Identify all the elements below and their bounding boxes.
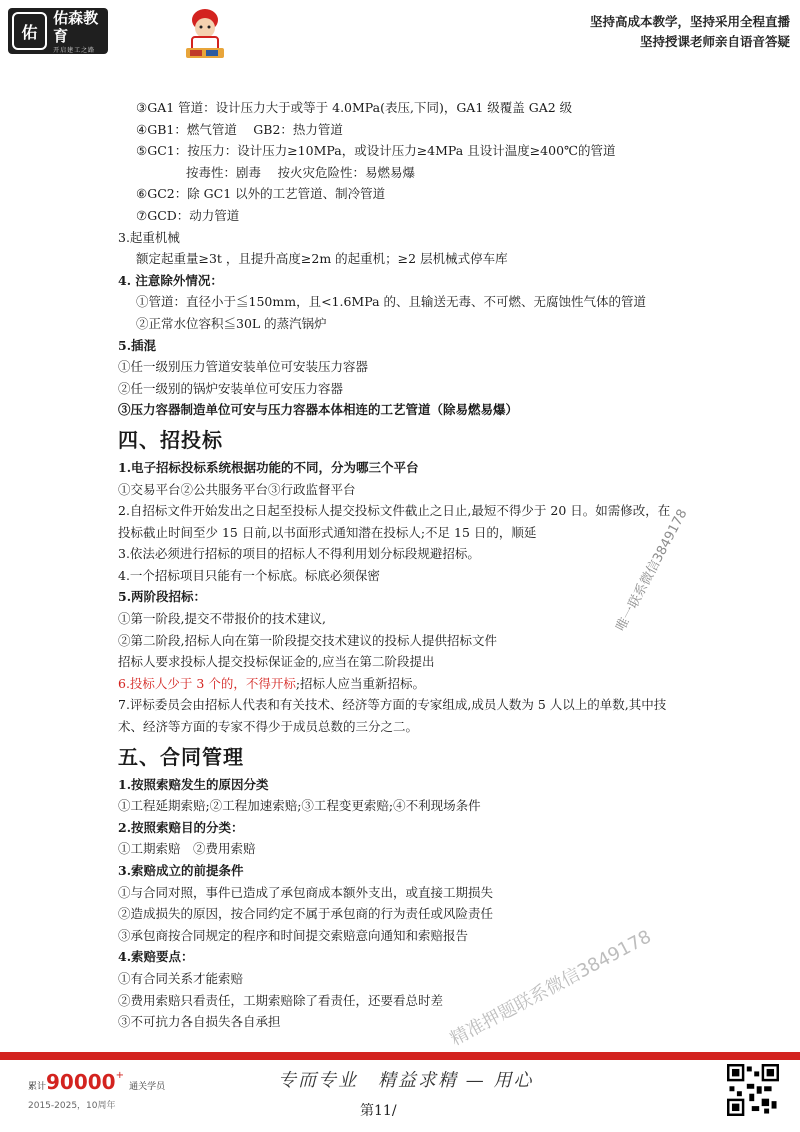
stats-years: 2015-2025，10周年 xyxy=(28,1101,116,1111)
watermark-contact: 唯一联系微信3849178 xyxy=(613,506,691,634)
text-line: 额定起重量≥3t ，且提升高度≥2m 的起重机；≥2 层机械式停车库 xyxy=(136,251,508,267)
subheading: 5.插混 xyxy=(118,337,157,353)
subheading: 1.按照索赔发生的原因分类 xyxy=(118,776,269,792)
document-body xyxy=(118,97,678,1033)
text-line: ①有合同关系才能索赔 xyxy=(118,970,244,986)
subheading: 2.按照索赔目的分类： xyxy=(118,819,244,835)
text-line: ①工程延期索赔;②工程加速索赔;③工程变更索赔;④不利现场条件 xyxy=(118,798,481,814)
text-line: ⑦GCD：动力管道 xyxy=(136,207,240,223)
highlight-text: 6.投标人少于 3 个的，不得开标 xyxy=(118,675,296,691)
logo-mark: 佑 xyxy=(12,12,47,50)
stats-plus: + xyxy=(115,1070,124,1081)
text-line: ③GA1 管道：设计压力大于或等于 4.0MPa(表压,下同)，GA1 级覆盖 GA2 级 xyxy=(136,100,573,115)
page-header xyxy=(0,0,800,66)
text-line xyxy=(118,673,678,695)
text-paragraph: 2.自招标文件开始发出之日起至投标人提交投标文件截止之日止,最短不得少于 20 日。如需修改，在投标截止时间至少 15 日前,以书面形式通知潜在投标人;不足 15 日的，顺延 xyxy=(118,503,671,540)
text-line: ②正常水位容积≦30L 的蒸汽锅炉 xyxy=(136,315,327,331)
page-number: 第11/ xyxy=(360,1103,397,1119)
qr-code-icon xyxy=(727,1064,779,1116)
text-line: ①工期索赔 ②费用索赔 xyxy=(118,841,256,857)
mascot-icon xyxy=(178,4,232,62)
subheading: 4.索赔要点： xyxy=(118,949,194,965)
text-line: ③不可抗力各自损失各自承担 xyxy=(118,1014,281,1030)
text-line: ②第二阶段,招标人向在第一阶段提交技术建议的投标人提供招标文件 xyxy=(118,632,497,648)
text-line: 4.一个招标项目只能有一个标底。标底必须保密 xyxy=(118,567,380,583)
text-line: ③承包商按合同规定的程序和时间提交索赔意向通知和索赔报告 xyxy=(118,927,469,943)
subheading: 3.起重机械 xyxy=(118,229,180,245)
stats-count: 90000 xyxy=(46,1070,116,1094)
text-line: 3.依法必须进行招标的项目的招标人不得利用划分标段规避招标。 xyxy=(118,546,480,562)
slogan-line-2: 坚持授课老师亲自语音答疑 xyxy=(639,34,790,49)
subheading: 5.两阶段招标： xyxy=(118,589,207,605)
text-paragraph: 7.评标委员会由招标人代表和有关技术、经济等方面的专家组成,成员人数为 5 人以上的单数,其中技术、经济等方面的专家不得少于成员总数的三分之二。 xyxy=(118,697,667,735)
text-line: ②造成损失的原因，按合同约定不属于承包商的行为责任或风险责任 xyxy=(118,906,494,922)
section-title-bidding: 四、招投标 xyxy=(118,427,223,452)
text-line: ③压力容器制造单位可安与压力容器本体相连的工艺管道（除易燃易爆） xyxy=(118,402,519,418)
text-line: 按毒性：剧毒 按火灾危险性：易燃易爆 xyxy=(186,164,415,180)
text-line: ④GB1：燃气管道 GB2：热力管道 xyxy=(136,121,343,137)
text-line: ②费用索赔只看责任，工期索赔除了看责任，还要看总时差 xyxy=(118,992,444,1008)
footer-divider xyxy=(0,1052,800,1060)
text-line: ①交易平台②公共服务平台③行政监督平台 xyxy=(118,481,356,497)
text-line: ⑤GC1：按压力：设计压力≥10MPa，或设计压力≥4MPa 且设计温度≥400℃的管道 xyxy=(136,143,616,159)
subheading: 1.电子招标投标系统根据功能的不同，分为哪三个平台 xyxy=(118,459,419,475)
header-slogan xyxy=(590,12,790,52)
handwritten-motto: 专而专业 精益求精 — 用心 xyxy=(278,1070,534,1091)
subheading: 3.索赔成立的前提条件 xyxy=(118,863,244,878)
logo-subtitle: 开启建工之路 xyxy=(53,46,96,54)
footer-stats xyxy=(28,1070,165,1111)
section-title-contract: 五、合同管理 xyxy=(118,744,244,769)
stats-suffix: 通关学员 xyxy=(129,1082,166,1092)
slogan-line-1: 坚持高成本教学，坚持采用全程直播 xyxy=(589,14,790,29)
brand-logo xyxy=(8,8,108,54)
watermark-exam: 精准押题联系微信3849178 xyxy=(446,926,655,1051)
subheading: 4. 注意除外情况： xyxy=(118,272,223,288)
text-line: ⑥GC2：除 GC1 以外的工艺管道、制冷管道 xyxy=(136,186,386,202)
text-line: ①第一阶段,提交不带报价的技术建议, xyxy=(118,611,326,627)
text-line: ①与合同对照，事件已造成了承包商成本额外支出，或直接工期损失 xyxy=(118,884,494,900)
text-line: 招标人要求投标人提交投标保证金的,应当在第二阶段提出 xyxy=(118,654,435,670)
text-line: ①管道：直径小于≦150mm，且<1.6MPa 的、且输送无毒、不可燃、无腐蚀性气体的管道 xyxy=(136,294,646,310)
text-fragment: ;招标人应当重新招标。 xyxy=(295,675,426,691)
logo-name: 佑森教育 xyxy=(53,8,99,45)
text-line: ①任一级别压力管道安装单位可安装压力容器 xyxy=(118,359,369,375)
text-line: ②任一级别的锅炉安装单位可安压力容器 xyxy=(118,380,344,396)
stats-prefix: 累计 xyxy=(28,1082,47,1092)
